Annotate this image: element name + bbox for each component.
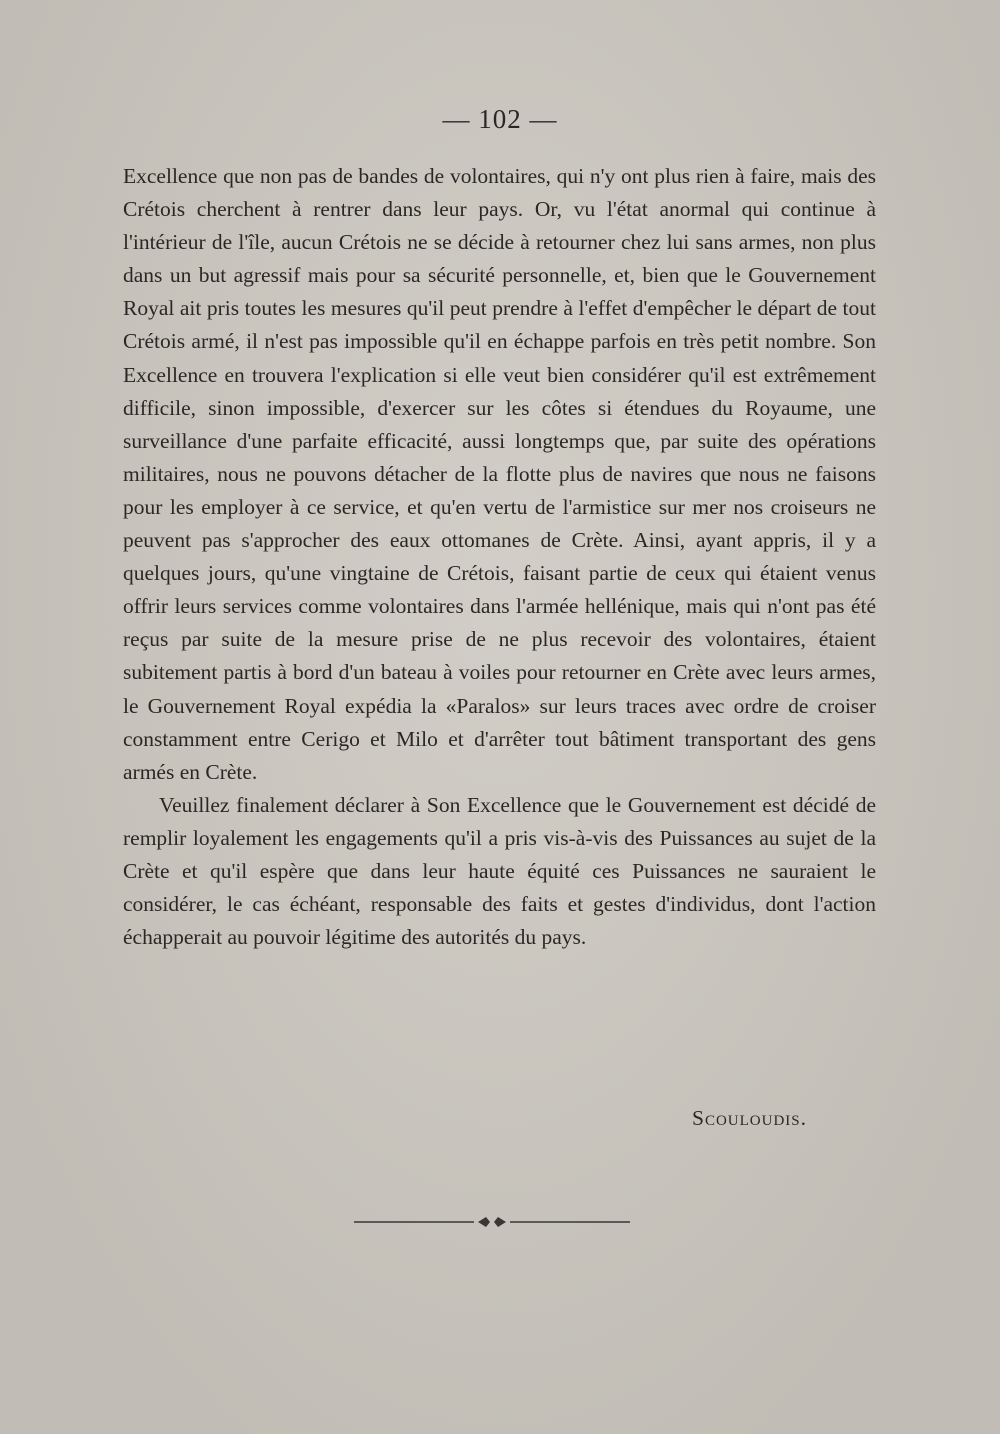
page-number: — 102 — bbox=[442, 104, 558, 134]
closing-ornament bbox=[354, 1212, 630, 1232]
paragraph-1: Excellence que non pas de bandes de volontaires, qui n'y ont plus rien à faire, mais des Crétois cherchent à rentrer dans leur pays. Or, vu l'état anormal qui continue à l'intérieur de l'île, aucun Crétois ne se décide à retourner chez lui sans armes, non plus dans un but agressif mais pour sa sécurité personnelle, et, bien que le Gouvernement Royal ait pris toutes les mesures qu'il peut prendre à l'effet d'empêcher le départ de tout Crétois armé, il n'est pas impossible qu'il en échappe parfois en très petit nombre. Son Excellence en trouvera l'explication si elle veut bien considérer qu'il est extrêmement difficile, sinon impossible, d'exercer sur les côtes si étendues du Royaume, une surveillance d'une parfaite efficacité, aussi longtemps que, par suite des opérations militaires, nous ne pouvons détacher de la flotte plus de navires que nous ne faisons pour les employer à ce service, et qu'en vertu de l'armistice sur mer nos croiseurs ne peuvent pas s'approcher des eaux ottomanes de Crète. Ainsi, ayant appris, il y a quelques jours, qu'une vingtaine de Crétois, faisant partie de ceux qui étaient venus offrir leurs services comme volontaires dans l'armée hellénique, mais qui n'ont pas été reçus par suite de la mesure prise de ne plus recevoir des volontaires, étaient subitement partis à bord d'un bateau à voiles pour retourner en Crète avec leurs armes, le Gouvernement Royal expédia la «Paralos» sur leurs traces avec ordre de croiser constamment entre Cerigo et Milo et d'arrêter tout bâtiment transportant des gens armés en Crète. bbox=[123, 164, 876, 784]
paragraph-2: Veuillez finalement déclarer à Son Excellence que le Gouvernement est décidé de remplir loyalement les engagements qu'il a pris vis-à-vis des Puissances au sujet de la Crète et qu'il espère que dans leur haute équité ces Puissances ne sauraient le considérer, le cas échéant, responsable des faits et gestes d'individus, dont l'action échapperait au pouvoir légitime des autorités du pays. bbox=[123, 792, 876, 950]
letter-body bbox=[123, 160, 876, 954]
signature: Scouloudis. bbox=[692, 1106, 807, 1130]
